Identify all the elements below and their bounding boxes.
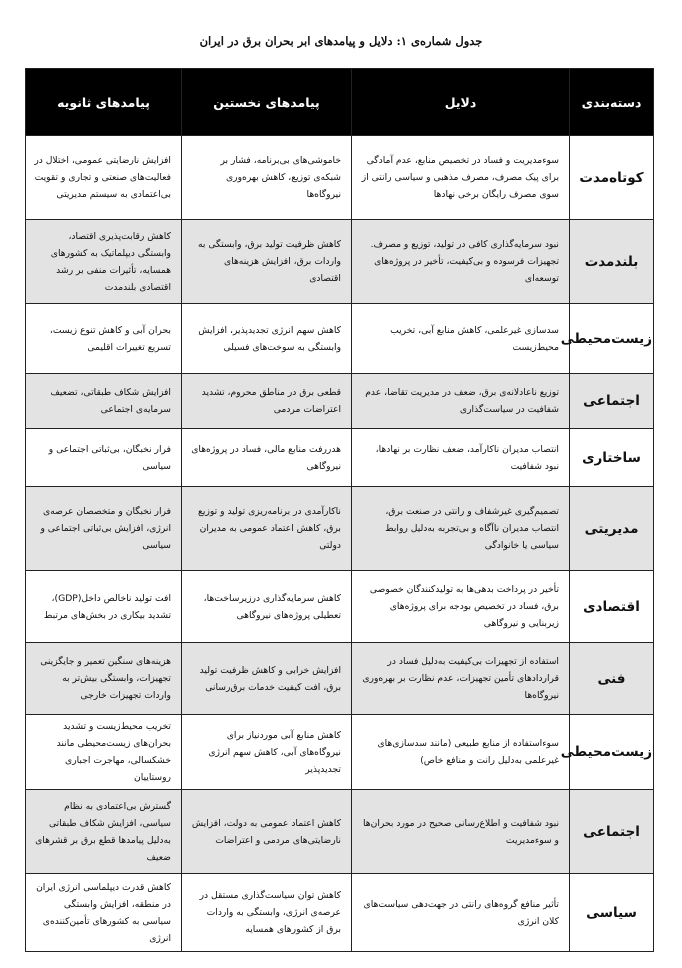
row-category: کوتاه‌مدت bbox=[570, 136, 654, 220]
row-primary: هدررفت منابع مالی، فساد در پروژه‌های نیروگاهی bbox=[182, 429, 352, 487]
table-row bbox=[26, 571, 654, 643]
row-category: زیست‌محیطی bbox=[570, 304, 654, 374]
row-causes: سدسازی غیرعلمی، کاهش منابع آبی، تخریب محیط‌زیست bbox=[352, 304, 570, 374]
table-header-row bbox=[26, 69, 654, 136]
table-row bbox=[26, 220, 654, 304]
row-causes: نبود سرمایه‌گذاری کافی در تولید، توزیع و مصرف. تجهیزات فرسوده و بی‌کیفیت، تأخیر در پروژه‌های توسعه‌ای bbox=[352, 220, 570, 304]
table-row bbox=[26, 304, 654, 374]
row-secondary: تخریب محیط‌زیست و تشدید بحران‌های زیست‌محیطی مانند خشکسالی، مهاجرت اجباری روستاییان bbox=[26, 715, 182, 790]
row-category: زیست‌محیطی bbox=[570, 715, 654, 790]
row-causes: تأخیر در پرداخت بدهی‌ها به تولیدکنندگان خصوصی برق، فساد در تخصیص بودجه برای پروژه‌های زیربنایی و نیروگاهی bbox=[352, 571, 570, 643]
row-secondary: هزینه‌های سنگین تعمیر و جایگزینی تجهیزات، وابستگی بیش‌تر به واردات تجهیزات خارجی bbox=[26, 643, 182, 715]
row-secondary: کاهش قدرت دیپلماسی انرژی ایران در منطقه، افزایش وابستگی سیاسی به کشورهای تأمین‌کننده‌ی انرژی bbox=[26, 874, 182, 952]
row-secondary: فرار نخبگان و متخصصان عرصه‌ی انرژی، افزایش بی‌ثباتی اجتماعی و سیاسی bbox=[26, 487, 182, 571]
row-primary: افزایش خرابی و کاهش ظرفیت تولید برق، افت کیفیت خدمات برق‌رسانی bbox=[182, 643, 352, 715]
table-caption: جدول شماره‌ی ۱: دلایل و پیامدهای ابر بحران برق در ایران bbox=[199, 34, 483, 48]
table-row bbox=[26, 487, 654, 571]
row-secondary: افزایش شکاف طبقاتی، تضعیف سرمایه‌ی اجتماعی bbox=[26, 374, 182, 429]
table-row bbox=[26, 136, 654, 220]
row-causes: توزیع ناعادلانه‌ی برق، ضعف در مدیریت تقاضا، عدم شفافیت در سیاست‌گذاری bbox=[352, 374, 570, 429]
row-category: بلندمدت bbox=[570, 220, 654, 304]
row-causes: تأثیر منافع گروه‌های رانتی در جهت‌دهی سیاست‌های کلان انرژی bbox=[352, 874, 570, 952]
row-primary: کاهش اعتماد عمومی به دولت، افزایش نارضایتی‌های مردمی و اعتراضات bbox=[182, 790, 352, 874]
table-row bbox=[26, 790, 654, 874]
header-secondary-consequences: پیامدهای ثانویه bbox=[26, 69, 182, 136]
table-row bbox=[26, 374, 654, 429]
table-row bbox=[26, 715, 654, 790]
row-secondary: گسترش بی‌اعتمادی به نظام سیاسی، افزایش شکاف طبقاتی به‌دلیل پیامدها قطع برق بر قشرهای ضعیف bbox=[26, 790, 182, 874]
table-row bbox=[26, 874, 654, 952]
row-category: فنی bbox=[570, 643, 654, 715]
header-causes: دلایل bbox=[352, 69, 570, 136]
row-secondary: کاهش رقابت‌پذیری اقتصاد، وابستگی دیپلماتیک به کشورهای همسایه، تأثیرات منفی بر رشد اقتصادی بلندمدت bbox=[26, 220, 182, 304]
row-causes: سوءمدیریت و فساد در تخصیص منابع، عدم آمادگی برای پیک مصرف، مصرف مذهبی و سیاسی رانتی از سوی مصرف رایگان برخی نهادها bbox=[352, 136, 570, 220]
row-causes: استفاده از تجهیزات بی‌کیفیت به‌دلیل فساد در قراردادهای تأمین تجهیزات، عدم نظارت بر بهره‌وری نیروگاه‌ها bbox=[352, 643, 570, 715]
row-causes: نبود شفافیت و اطلاع‌رسانی صحیح در مورد بحران‌ها و سوءمدیریت bbox=[352, 790, 570, 874]
row-secondary: فرار نخبگان، بی‌ثباتی اجتماعی و سیاسی bbox=[26, 429, 182, 487]
row-primary: کاهش ظرفیت تولید برق، وابستگی به واردات برق، افزایش هزینه‌های اقتصادی bbox=[182, 220, 352, 304]
row-category: مدیریتی bbox=[570, 487, 654, 571]
row-primary: کاهش منابع آبی مورد‌نیاز برای نیروگاه‌های آبی، کاهش سهم انرژی تجدیدپذیر bbox=[182, 715, 352, 790]
causes-consequences-table bbox=[25, 68, 654, 952]
row-primary: قطعی برق در مناطق محروم، تشدید اعتراضات مردمی bbox=[182, 374, 352, 429]
row-category: سیاسی bbox=[570, 874, 654, 952]
header-category: دسته‌بندی bbox=[570, 69, 654, 136]
row-secondary: بحران آبی و کاهش تنوع زیست، تسریع تغییرات اقلیمی bbox=[26, 304, 182, 374]
row-secondary: افزایش نارضایتی عمومی، اختلال در فعالیت‌های صنعتی و تجاری و تقویت بی‌اعتمادی به سیستم مدیریتی bbox=[26, 136, 182, 220]
table-row bbox=[26, 643, 654, 715]
row-causes: انتصاب مدیران ناکارآمد، ضعف نظارت بر نهادها، نبود شفافیت bbox=[352, 429, 570, 487]
row-category: اجتماعی bbox=[570, 790, 654, 874]
row-primary: کاهش سهم انرژی تجدیدپذیر، افزایش وابستگی به سوخت‌های فسیلی bbox=[182, 304, 352, 374]
row-category: اجتماعی bbox=[570, 374, 654, 429]
row-category: ساختاری bbox=[570, 429, 654, 487]
row-primary: خاموشی‌های بی‌برنامه، فشار بر شبکه‌ی توزیع، کاهش بهره‌وری نیروگاه‌ها bbox=[182, 136, 352, 220]
row-primary: کاهش توان سیاست‌گذاری مستقل در عرصه‌ی انرژی، وابستگی به واردات برق از کشورهای همسایه bbox=[182, 874, 352, 952]
row-primary: ناکارآمدی در برنامه‌ریزی تولید و توزیع برق، کاهش اعتماد عمومی به مدیران دولتی bbox=[182, 487, 352, 571]
row-causes: تصمیم‌گیری غیرشفاف و رانتی در صنعت برق، انتصاب مدیران ناآگاه و بی‌تجربه به‌دلیل روابط سیاسی یا خانوادگی bbox=[352, 487, 570, 571]
row-causes: سوءاستفاده از منابع طبیعی (مانند سدسازی‌های غیرعلمی به‌دلیل رانت و منافع خاص) bbox=[352, 715, 570, 790]
row-category: اقتصادی bbox=[570, 571, 654, 643]
row-primary: کاهش سرمایه‌گذاری درزیرساخت‌ها، تعطیلی پروژه‌های نیروگاهی bbox=[182, 571, 352, 643]
table-row bbox=[26, 429, 654, 487]
header-primary-consequences: پیامدهای نخستین bbox=[182, 69, 352, 136]
row-secondary: افت تولید ناخالص داخل(GDP)، تشدید بیکاری در بخش‌های مرتبط bbox=[26, 571, 182, 643]
